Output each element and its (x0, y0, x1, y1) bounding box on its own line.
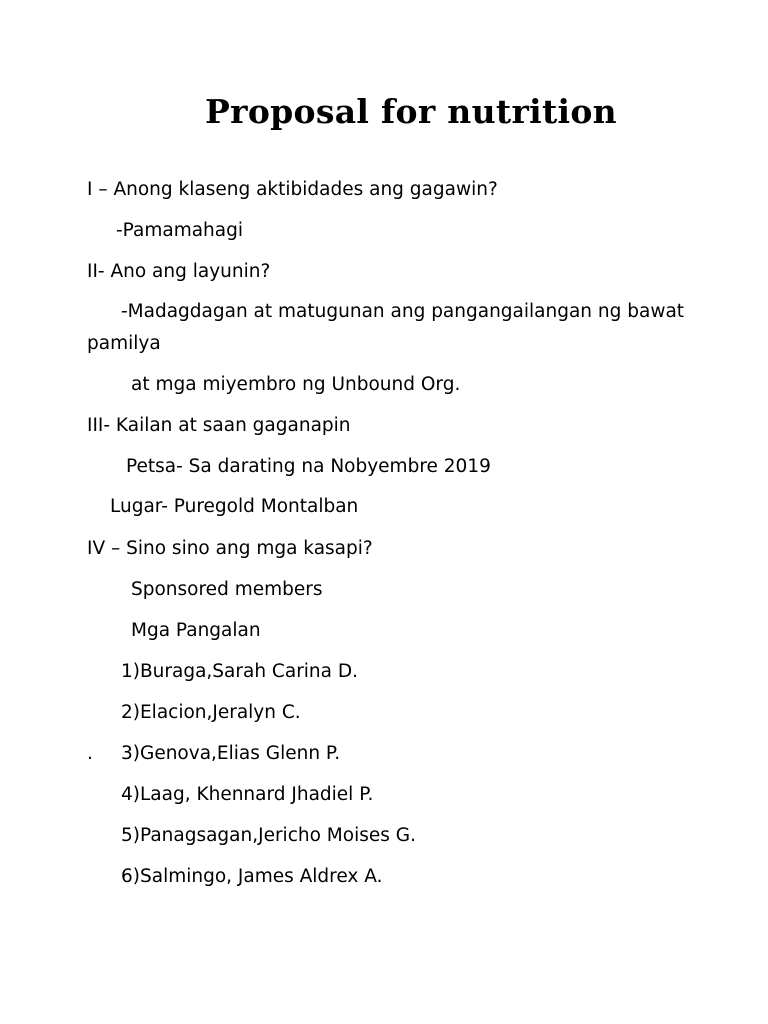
member-item-1: 1)Buraga,Sarah Carina D. (121, 661, 359, 682)
answer-1: -Pamamahagi (116, 220, 243, 241)
member-item-6: 6)Salmingo, James Aldrex A. (121, 866, 383, 887)
document-title: Proposal for nutrition (205, 92, 617, 131)
answer-3-place: Lugar- Puregold Montalban (110, 496, 359, 517)
stray-dot: . (87, 743, 93, 764)
member-item-4: 4)Laag, Khennard Jhadiel P. (121, 784, 374, 805)
question-3: III- Kailan at saan gaganapin (87, 415, 351, 436)
members-heading: Sponsored members (131, 579, 323, 600)
answer-2-line-3: at mga miyembro ng Unbound Org. (131, 374, 461, 395)
answer-2-line-2: pamilya (87, 333, 161, 354)
question-2: II- Ano ang layunin? (87, 261, 271, 282)
names-heading: Mga Pangalan (131, 620, 261, 641)
member-item-2: 2)Elacion,Jeralyn C. (121, 702, 301, 723)
question-4: IV – Sino sino ang mga kasapi? (87, 538, 373, 559)
member-item-3: 3)Genova,Elias Glenn P. (121, 743, 341, 764)
question-1: I – Anong klaseng aktibidades ang gagawin? (87, 179, 498, 200)
member-item-5: 5)Panagsagan,Jericho Moises G. (121, 825, 416, 846)
answer-2-line-1: -Madagdagan at matugunan ang pangangailangan ng bawat (121, 301, 685, 322)
answer-3-date: Petsa- Sa darating na Nobyembre 2019 (126, 456, 491, 477)
